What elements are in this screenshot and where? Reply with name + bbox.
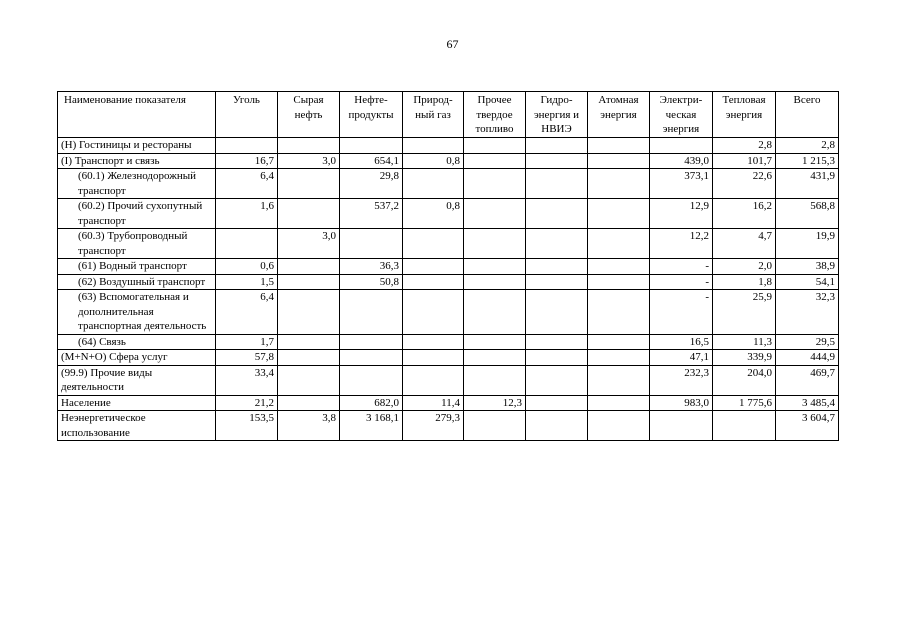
table-cell: - [650, 274, 713, 290]
table-cell: 232,3 [650, 365, 713, 395]
column-header: Атомная энергия [588, 92, 650, 138]
table-cell: 204,0 [713, 365, 776, 395]
row-label: (M+N+O) Сфера услуг [58, 350, 216, 366]
table-cell [526, 290, 588, 335]
row-label: (60.2) Прочий сухопутный транспорт [58, 199, 216, 229]
table-cell [278, 138, 340, 154]
row-label: (62) Воздушный транспорт [58, 274, 216, 290]
table-cell: 22,6 [713, 169, 776, 199]
table-cell [464, 169, 526, 199]
energy-balance-table [57, 91, 839, 441]
table-cell [403, 290, 464, 335]
table-cell [340, 290, 403, 335]
table-cell: 12,3 [464, 395, 526, 411]
table-cell [464, 199, 526, 229]
table-cell [340, 229, 403, 259]
table-cell [403, 169, 464, 199]
table-row [58, 334, 839, 350]
table-cell [526, 199, 588, 229]
table-cell [278, 334, 340, 350]
table-cell: - [650, 259, 713, 275]
table-cell: 1,8 [713, 274, 776, 290]
table-cell [403, 274, 464, 290]
table-row [58, 199, 839, 229]
table-cell: 11,3 [713, 334, 776, 350]
table-row [58, 411, 839, 441]
table-cell [278, 259, 340, 275]
table-cell: 339,9 [713, 350, 776, 366]
row-label: (60.3) Трубопроводный транспорт [58, 229, 216, 259]
table-cell: 16,5 [650, 334, 713, 350]
table-cell: 3 168,1 [340, 411, 403, 441]
table-cell [526, 365, 588, 395]
table-cell [588, 199, 650, 229]
table-cell: 1,7 [216, 334, 278, 350]
table-row [58, 138, 839, 154]
table-cell: 983,0 [650, 395, 713, 411]
table-cell [403, 138, 464, 154]
table-cell [340, 365, 403, 395]
table-cell: 32,3 [776, 290, 839, 335]
table-cell: 36,3 [340, 259, 403, 275]
table-cell [278, 169, 340, 199]
table-cell: 0,8 [403, 199, 464, 229]
row-label: (I) Транспорт и связь [58, 153, 216, 169]
table-cell: 682,0 [340, 395, 403, 411]
table-cell [588, 365, 650, 395]
column-header: Электри-ческая энергия [650, 92, 713, 138]
column-header: Гидро-энергия и НВИЭ [526, 92, 588, 138]
column-header: Наименование показателя [58, 92, 216, 138]
table-row [58, 169, 839, 199]
table-cell: 25,9 [713, 290, 776, 335]
table-cell: 6,4 [216, 169, 278, 199]
table-cell: 0,8 [403, 153, 464, 169]
table-cell: 373,1 [650, 169, 713, 199]
column-header: Сырая нефть [278, 92, 340, 138]
table-cell: 568,8 [776, 199, 839, 229]
table-cell: 439,0 [650, 153, 713, 169]
table-cell: 3,0 [278, 229, 340, 259]
table-row [58, 274, 839, 290]
table-cell [464, 274, 526, 290]
table-cell: 1 215,3 [776, 153, 839, 169]
column-header: Нефте-продукты [340, 92, 403, 138]
table-cell [588, 395, 650, 411]
column-header: Уголь [216, 92, 278, 138]
table-cell [403, 365, 464, 395]
table-row [58, 365, 839, 395]
table-cell [464, 365, 526, 395]
table-body [58, 138, 839, 441]
table-cell: 3 604,7 [776, 411, 839, 441]
table-cell [588, 153, 650, 169]
table-cell [340, 350, 403, 366]
table-cell: 19,9 [776, 229, 839, 259]
table-cell [713, 411, 776, 441]
table-cell [464, 334, 526, 350]
table-cell [216, 138, 278, 154]
table-cell: 153,5 [216, 411, 278, 441]
table-cell [588, 350, 650, 366]
table-cell: 54,1 [776, 274, 839, 290]
table-cell: 12,9 [650, 199, 713, 229]
table-cell [464, 138, 526, 154]
table-cell [526, 169, 588, 199]
table-cell [526, 274, 588, 290]
table-cell [588, 229, 650, 259]
table-header-row [58, 92, 839, 138]
table-cell: 431,9 [776, 169, 839, 199]
table-cell: 0,6 [216, 259, 278, 275]
table-cell [464, 350, 526, 366]
table-row [58, 395, 839, 411]
table-cell [588, 334, 650, 350]
table-cell: 2,8 [776, 138, 839, 154]
table-cell: 29,5 [776, 334, 839, 350]
table-cell [650, 138, 713, 154]
table-cell: 3,0 [278, 153, 340, 169]
table-cell [588, 259, 650, 275]
table-cell: 2,8 [713, 138, 776, 154]
table-cell [526, 395, 588, 411]
table-cell [650, 411, 713, 441]
table-cell [526, 411, 588, 441]
table-cell: 6,4 [216, 290, 278, 335]
column-header: Природ-ный газ [403, 92, 464, 138]
table-cell: 654,1 [340, 153, 403, 169]
table-cell [588, 138, 650, 154]
table-cell [464, 290, 526, 335]
table-cell [403, 229, 464, 259]
column-header: Всего [776, 92, 839, 138]
table-cell [403, 259, 464, 275]
row-label: Неэнергетическое использование [58, 411, 216, 441]
table-cell [278, 274, 340, 290]
table-cell [526, 350, 588, 366]
table-cell [526, 153, 588, 169]
table-cell [588, 169, 650, 199]
table-cell [588, 274, 650, 290]
table-cell: 1,6 [216, 199, 278, 229]
table-cell [588, 290, 650, 335]
page-number: 67 [446, 37, 459, 51]
table-cell [526, 229, 588, 259]
table-cell: 279,3 [403, 411, 464, 441]
row-label: (99.9) Прочие виды деятельности [58, 365, 216, 395]
table-cell [403, 334, 464, 350]
table-cell [526, 334, 588, 350]
column-header: Прочее твердое топливо [464, 92, 526, 138]
table-cell [403, 350, 464, 366]
table-cell: 16,2 [713, 199, 776, 229]
table-cell: 3 485,4 [776, 395, 839, 411]
table-cell: 4,7 [713, 229, 776, 259]
table-cell: 50,8 [340, 274, 403, 290]
table-cell: 16,7 [216, 153, 278, 169]
table-cell [340, 138, 403, 154]
table-cell [464, 229, 526, 259]
table-cell: 1 775,6 [713, 395, 776, 411]
row-label: (60.1) Железнодорожный транспорт [58, 169, 216, 199]
table-cell [278, 365, 340, 395]
table-row [58, 153, 839, 169]
table-cell [340, 334, 403, 350]
row-label: (63) Вспомогательная и дополнительная транспортная деятельность [58, 290, 216, 335]
column-header: Тепловая энергия [713, 92, 776, 138]
table-cell [526, 138, 588, 154]
table-cell: - [650, 290, 713, 335]
table-cell [464, 153, 526, 169]
row-label: Население [58, 395, 216, 411]
table-cell: 2,0 [713, 259, 776, 275]
row-label: (61) Водный транспорт [58, 259, 216, 275]
table-row [58, 229, 839, 259]
table-cell: 47,1 [650, 350, 713, 366]
table-cell [588, 411, 650, 441]
row-label: (H) Гостиницы и рестораны [58, 138, 216, 154]
table-cell: 1,5 [216, 274, 278, 290]
table-cell: 11,4 [403, 395, 464, 411]
table-cell: 101,7 [713, 153, 776, 169]
table-row [58, 259, 839, 275]
table-cell [464, 411, 526, 441]
table-cell [216, 229, 278, 259]
table-cell [278, 199, 340, 229]
table-cell: 444,9 [776, 350, 839, 366]
table-cell: 21,2 [216, 395, 278, 411]
table-cell [464, 259, 526, 275]
table-cell [526, 259, 588, 275]
table-row [58, 290, 839, 335]
table-cell [278, 290, 340, 335]
table-cell [278, 350, 340, 366]
table-cell: 33,4 [216, 365, 278, 395]
table-row [58, 350, 839, 366]
table-cell: 469,7 [776, 365, 839, 395]
table-cell: 3,8 [278, 411, 340, 441]
table-cell: 12,2 [650, 229, 713, 259]
table-cell: 57,8 [216, 350, 278, 366]
row-label: (64) Связь [58, 334, 216, 350]
table-cell: 29,8 [340, 169, 403, 199]
table-cell [278, 395, 340, 411]
table-cell: 537,2 [340, 199, 403, 229]
table-cell: 38,9 [776, 259, 839, 275]
